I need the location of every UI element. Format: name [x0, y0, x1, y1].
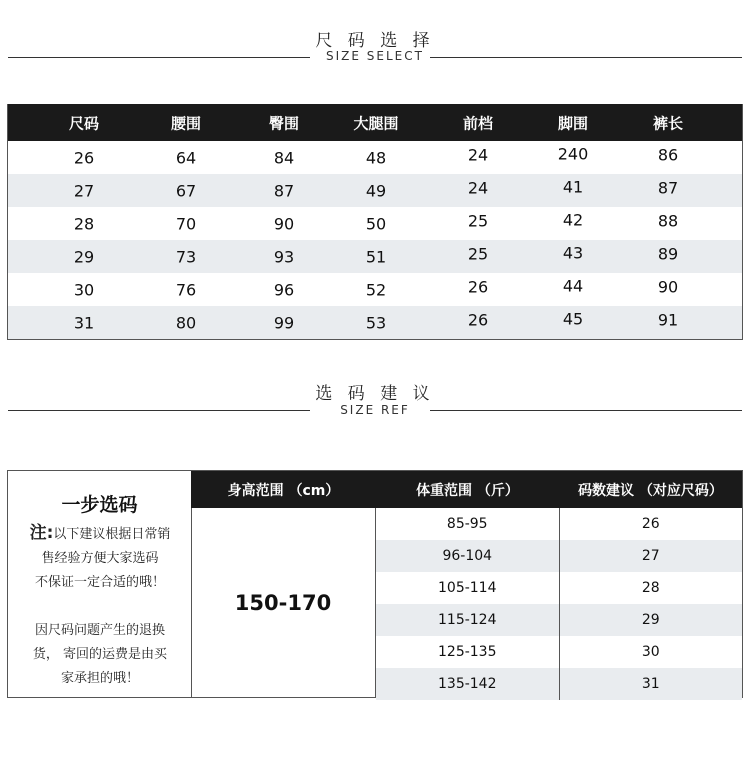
size-table-cell: 67: [175, 181, 197, 200]
header-height-range: 身高范围 （cm）: [191, 471, 376, 508]
suggestion-row: [376, 540, 742, 572]
suggested-size-cell: 27: [641, 548, 660, 564]
suggested-size-cell: 26: [641, 516, 660, 532]
size-table-cell: 25: [467, 244, 489, 263]
size-table-cell: 64: [175, 148, 197, 167]
size-table-cell: 29: [73, 247, 95, 266]
suggestion-row: [376, 508, 742, 540]
size-table-cell: 87: [657, 178, 679, 197]
size-table-cell: 42: [562, 210, 584, 229]
size-table-header-cells: [8, 104, 742, 141]
header-front-rise: 前档: [462, 114, 494, 132]
size-table-row: [8, 306, 742, 339]
suggestion-note: [12, 521, 188, 691]
size-table-cell: 24: [467, 145, 489, 164]
size-table-cell: 73: [175, 247, 197, 266]
suggestion-title: 一步选码: [61, 494, 138, 516]
header-hip: 臀围: [268, 114, 300, 132]
size-table-cell: 49: [365, 181, 387, 200]
size-table-cell: 52: [365, 280, 387, 299]
size-table-row: [8, 273, 742, 306]
size-table-cell: 86: [657, 145, 679, 164]
size-table-cell: 41: [562, 177, 584, 196]
suggested-size-cell: 29: [641, 612, 660, 628]
size-table-row: [8, 174, 742, 207]
note-line: 货， 寄回的运费是由买: [32, 647, 168, 662]
size-table-cell: 80: [175, 313, 197, 332]
size-table-cell: 30: [73, 280, 95, 299]
size-table-cell: 26: [467, 277, 489, 296]
size-table-row: [8, 207, 742, 240]
size-table-cell: 90: [273, 214, 295, 233]
header-size-suggestion: 码数建议 （对应尺码）: [559, 471, 742, 508]
header-weight-range: 体重范围 （斤）: [376, 471, 559, 508]
note-line: 售经验方便大家选码: [41, 551, 159, 566]
size-table-cell: 44: [562, 276, 584, 295]
size-table-cell: 91: [657, 310, 679, 329]
header-size: 尺码: [68, 114, 100, 132]
size-table-row: [8, 240, 742, 273]
size-table-cell: 51: [365, 247, 387, 266]
note-line: 家承担的哦！: [60, 671, 139, 686]
size-table-cell: 90: [657, 277, 679, 296]
size-table-cell: 25: [467, 211, 489, 230]
size-table-cell: 26: [467, 310, 489, 329]
size-table-cell: 240: [557, 144, 589, 163]
size-table-cell: 89: [657, 244, 679, 263]
size-table-cell: 93: [273, 247, 295, 266]
size-table-cell: 31: [73, 313, 95, 332]
size-select-title-cn: 尺 码 选 择: [315, 31, 435, 51]
header-length: 裤长: [652, 114, 684, 132]
header-thigh: 大腿围: [353, 114, 399, 132]
size-table-cell: 84: [273, 148, 295, 167]
note-label: 注:: [29, 523, 54, 543]
size-table-cell: 43: [562, 243, 584, 262]
size-table-cell: 50: [365, 214, 387, 233]
size-ref-title-en: SIZE REF: [340, 403, 410, 417]
size-table-cell: 26: [73, 148, 95, 167]
suggestion-row: [376, 668, 742, 700]
suggestion-note-panel: [8, 471, 192, 697]
weight-range-cell: 105-114: [376, 572, 560, 604]
size-table-cell: 48: [365, 148, 387, 167]
note-line: 以下建议根据日常销: [53, 527, 171, 542]
size-table-cell: 76: [175, 280, 197, 299]
header-leg-opening: 脚围: [557, 114, 589, 132]
size-table-row-cells: [8, 141, 742, 174]
size-select-title-en: SIZE SELECT: [326, 49, 424, 63]
height-range-value: 150-170: [191, 508, 376, 697]
weight-range-cell: 135-142: [376, 668, 560, 700]
size-table-cell: 70: [175, 214, 197, 233]
weight-range-cell: 115-124: [376, 604, 560, 636]
suggestion-row: [376, 604, 742, 636]
size-table-cell: 88: [657, 211, 679, 230]
size-ref-title-cn: 选 码 建 议: [315, 384, 435, 404]
size-suggestion-table: [7, 470, 743, 698]
weight-range-cell: 85-95: [376, 508, 560, 540]
note-spacer: [12, 595, 188, 619]
size-table-cell: 27: [73, 181, 95, 200]
note-line: 不保证一定合适的哦！: [34, 575, 165, 590]
size-table-cell: 99: [273, 313, 295, 332]
suggested-size-cell: 31: [641, 676, 660, 692]
size-table-cell: 53: [365, 313, 387, 332]
size-table-row-cells: [8, 207, 742, 240]
size-table-row: [8, 141, 742, 174]
size-table-row-cells: [8, 306, 742, 339]
suggested-size-cell: 28: [641, 580, 660, 596]
header-waist: 腰围: [170, 114, 202, 132]
size-table-row-cells: [8, 273, 742, 306]
suggested-size-cell: 30: [641, 644, 660, 660]
suggestion-row: [376, 636, 742, 668]
size-table-cell: 24: [467, 178, 489, 197]
size-table-cell: 87: [273, 181, 295, 200]
size-table-cell: 45: [562, 309, 584, 328]
suggestion-row: [376, 572, 742, 604]
size-table-cell: 96: [273, 280, 295, 299]
weight-range-cell: 96-104: [376, 540, 560, 572]
size-table-header: [8, 104, 742, 141]
size-table: [7, 104, 743, 340]
note-line: 因尺码问题产生的退换: [34, 623, 165, 638]
size-table-row-cells: [8, 174, 742, 207]
weight-range-cell: 125-135: [376, 636, 560, 668]
size-table-row-cells: [8, 240, 742, 273]
size-table-cell: 28: [73, 214, 95, 233]
